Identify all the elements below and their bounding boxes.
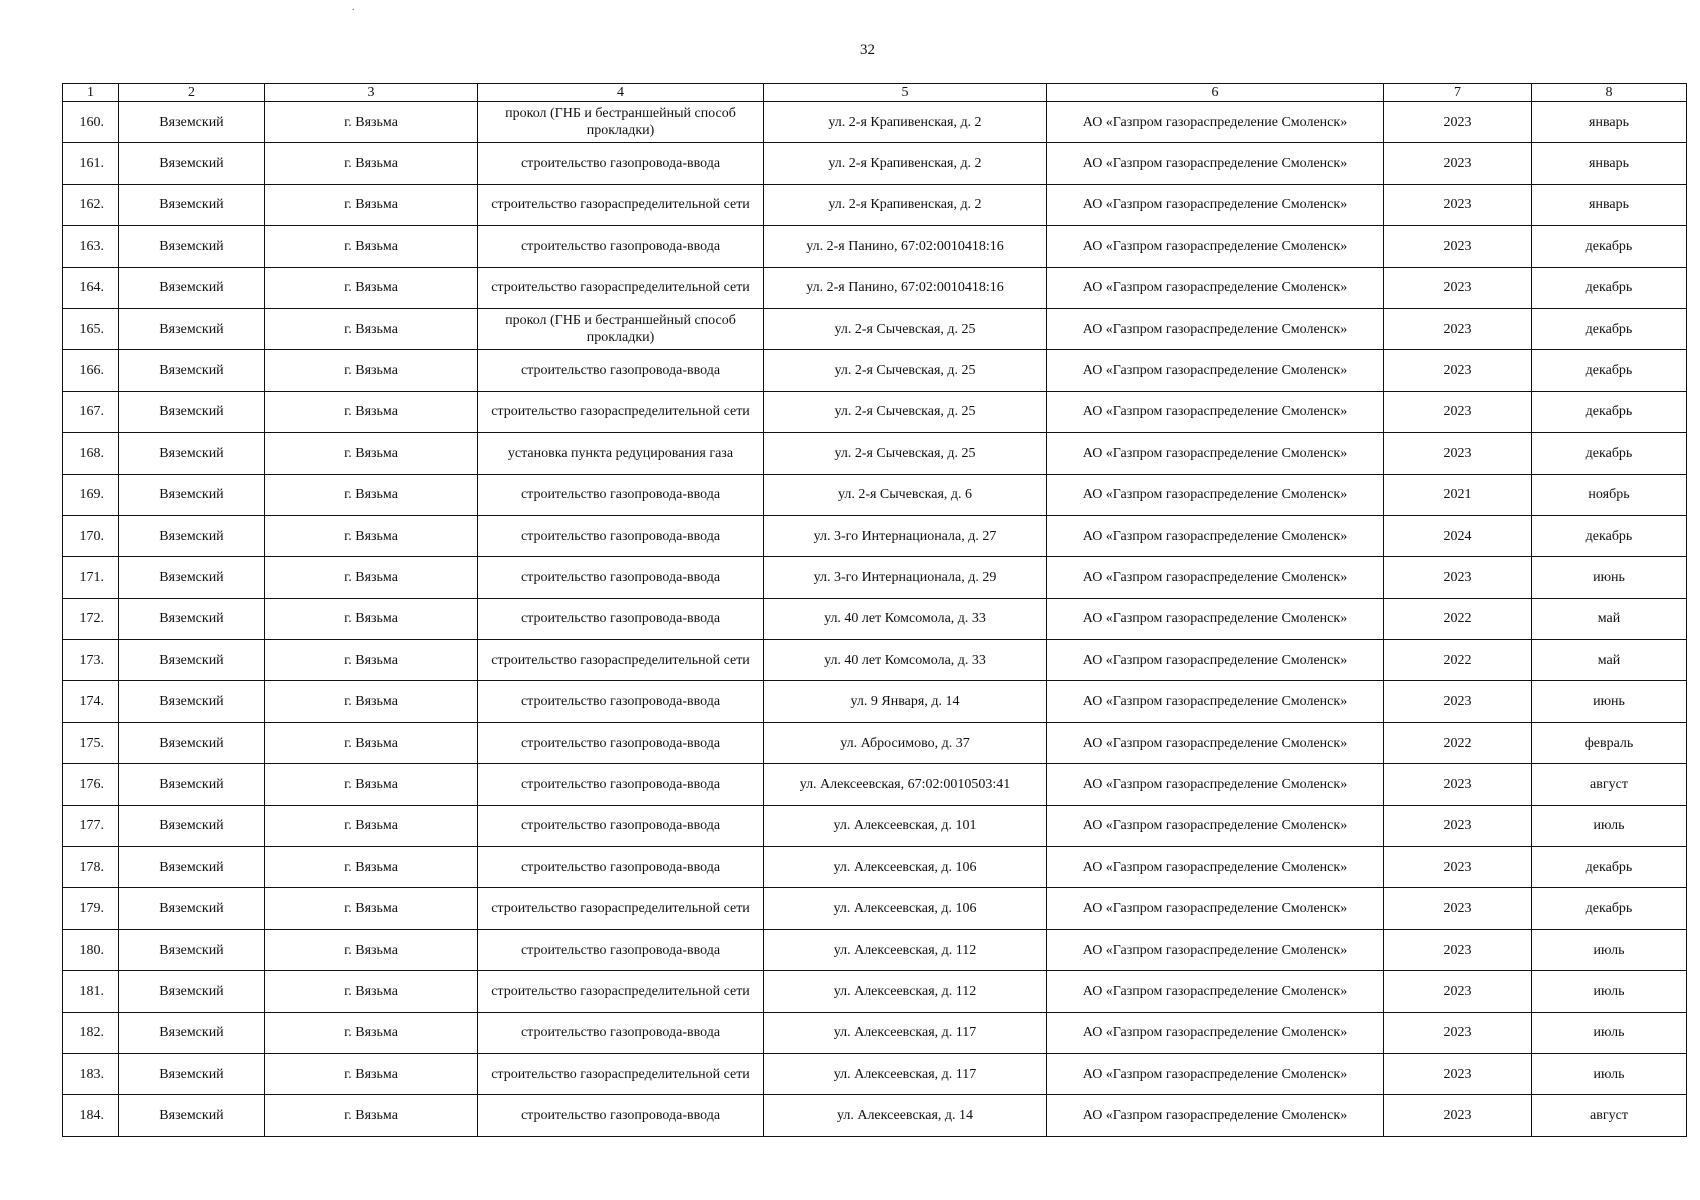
month-cell: январь [1532,102,1687,143]
row-number-cell: 184. [63,1095,119,1136]
work-type-cell: строительство газораспределительной сети [478,640,764,681]
year-cell: 2023 [1384,681,1532,722]
settlement-cell: г. Вязьма [265,557,478,598]
year-cell: 2024 [1384,515,1532,556]
work-type-cell: строительство газораспределительной сети [478,888,764,929]
organization-cell: АО «Газпром газораспределение Смоленск» [1047,433,1384,474]
district-cell: Вяземский [119,557,265,598]
row-number-cell: 181. [63,971,119,1012]
address-cell: ул. Алексеевская, д. 106 [764,888,1047,929]
district-cell: Вяземский [119,308,265,349]
district-cell: Вяземский [119,929,265,970]
organization-cell: АО «Газпром газораспределение Смоленск» [1047,929,1384,970]
organization-cell: АО «Газпром газораспределение Смоленск» [1047,1012,1384,1053]
address-cell: ул. 2-я Крапивенская, д. 2 [764,143,1047,184]
table-header-row [63,84,1687,102]
address-cell: ул. 40 лет Комсомола, д. 33 [764,640,1047,681]
work-type-cell: строительство газопровода-ввода [478,1095,764,1136]
table-row [63,1053,1687,1094]
organization-cell: АО «Газпром газораспределение Смоленск» [1047,847,1384,888]
page-number: 32 [860,42,875,58]
address-cell: ул. 2-я Крапивенская, д. 2 [764,184,1047,225]
year-cell: 2023 [1384,184,1532,225]
work-type-cell: строительство газопровода-ввода [478,929,764,970]
row-number-cell: 183. [63,1053,119,1094]
month-cell: декабрь [1532,888,1687,929]
address-cell: ул. 9 Января, д. 14 [764,681,1047,722]
row-number-cell: 172. [63,598,119,639]
district-cell: Вяземский [119,350,265,391]
settlement-cell: г. Вязьма [265,1053,478,1094]
address-cell: ул. Алексеевская, д. 112 [764,929,1047,970]
settlement-cell: г. Вязьма [265,102,478,143]
address-cell: ул. Алексеевская, д. 101 [764,805,1047,846]
district-cell: Вяземский [119,598,265,639]
settlement-cell: г. Вязьма [265,474,478,515]
work-type-cell: строительство газопровода-ввода [478,598,764,639]
settlement-cell: г. Вязьма [265,391,478,432]
settlement-cell: г. Вязьма [265,971,478,1012]
work-type-cell: строительство газораспределительной сети [478,971,764,1012]
table-row [63,474,1687,515]
year-cell: 2023 [1384,308,1532,349]
settlement-cell: г. Вязьма [265,929,478,970]
district-cell: Вяземский [119,226,265,267]
row-number-cell: 167. [63,391,119,432]
address-cell: ул. Алексеевская, д. 14 [764,1095,1047,1136]
organization-cell: АО «Газпром газораспределение Смоленск» [1047,102,1384,143]
organization-cell: АО «Газпром газораспределение Смоленск» [1047,764,1384,805]
work-type-cell: установка пункта редуцирования газа [478,433,764,474]
year-cell: 2023 [1384,391,1532,432]
row-number-cell: 169. [63,474,119,515]
district-cell: Вяземский [119,184,265,225]
work-type-cell: прокол (ГНБ и бестраншейный способ прокладки) [478,308,764,349]
district-cell: Вяземский [119,971,265,1012]
column-header: 3 [265,84,478,102]
table-row [63,102,1687,143]
address-cell: ул. 3-го Интернационала, д. 29 [764,557,1047,598]
row-number-cell: 179. [63,888,119,929]
month-cell: декабрь [1532,350,1687,391]
month-cell: июль [1532,971,1687,1012]
settlement-cell: г. Вязьма [265,598,478,639]
column-header: 5 [764,84,1047,102]
work-type-cell: строительство газораспределительной сети [478,267,764,308]
row-number-cell: 182. [63,1012,119,1053]
address-cell: ул. Абросимово, д. 37 [764,722,1047,763]
organization-cell: АО «Газпром газораспределение Смоленск» [1047,805,1384,846]
organization-cell: АО «Газпром газораспределение Смоленск» [1047,888,1384,929]
row-number-cell: 165. [63,308,119,349]
address-cell: ул. Алексеевская, д. 117 [764,1012,1047,1053]
year-cell: 2022 [1384,722,1532,763]
table-row [63,391,1687,432]
year-cell: 2023 [1384,1053,1532,1094]
row-number-cell: 177. [63,805,119,846]
month-cell: июль [1532,1053,1687,1094]
table-row [63,847,1687,888]
month-cell: декабрь [1532,433,1687,474]
row-number-cell: 175. [63,722,119,763]
table-row [63,929,1687,970]
month-cell: декабрь [1532,847,1687,888]
organization-cell: АО «Газпром газораспределение Смоленск» [1047,640,1384,681]
table-row [63,888,1687,929]
organization-cell: АО «Газпром газораспределение Смоленск» [1047,971,1384,1012]
work-type-cell: строительство газопровода-ввода [478,764,764,805]
work-type-cell: строительство газопровода-ввода [478,1012,764,1053]
work-type-cell: строительство газопровода-ввода [478,681,764,722]
settlement-cell: г. Вязьма [265,764,478,805]
district-cell: Вяземский [119,764,265,805]
organization-cell: АО «Газпром газораспределение Смоленск» [1047,681,1384,722]
row-number-cell: 166. [63,350,119,391]
address-cell: ул. 2-я Сычевская, д. 25 [764,308,1047,349]
settlement-cell: г. Вязьма [265,681,478,722]
year-cell: 2023 [1384,226,1532,267]
settlement-cell: г. Вязьма [265,847,478,888]
row-number-cell: 162. [63,184,119,225]
row-number-cell: 163. [63,226,119,267]
address-cell: ул. Алексеевская, д. 112 [764,971,1047,1012]
table-row [63,267,1687,308]
year-cell: 2023 [1384,102,1532,143]
row-number-cell: 164. [63,267,119,308]
year-cell: 2023 [1384,971,1532,1012]
table-row [63,143,1687,184]
district-cell: Вяземский [119,267,265,308]
district-cell: Вяземский [119,1012,265,1053]
table-row [63,722,1687,763]
address-cell: ул. 2-я Сычевская, д. 25 [764,433,1047,474]
address-cell: ул. Алексеевская, д. 117 [764,1053,1047,1094]
settlement-cell: г. Вязьма [265,308,478,349]
work-type-cell: строительство газопровода-ввода [478,847,764,888]
row-number-cell: 180. [63,929,119,970]
work-type-cell: строительство газопровода-ввода [478,474,764,515]
work-type-cell: строительство газопровода-ввода [478,226,764,267]
settlement-cell: г. Вязьма [265,184,478,225]
work-type-cell: строительство газораспределительной сети [478,391,764,432]
year-cell: 2023 [1384,267,1532,308]
year-cell: 2023 [1384,1012,1532,1053]
organization-cell: АО «Газпром газораспределение Смоленск» [1047,474,1384,515]
work-type-cell: строительство газопровода-ввода [478,805,764,846]
row-number-cell: 178. [63,847,119,888]
settlement-cell: г. Вязьма [265,1095,478,1136]
work-type-cell: строительство газопровода-ввода [478,143,764,184]
address-cell: ул. 2-я Панино, 67:02:0010418:16 [764,267,1047,308]
data-table [62,83,1687,1137]
table-row [63,308,1687,349]
settlement-cell: г. Вязьма [265,515,478,556]
address-cell: ул. 2-я Сычевская, д. 25 [764,391,1047,432]
month-cell: ноябрь [1532,474,1687,515]
year-cell: 2023 [1384,557,1532,598]
address-cell: ул. 2-я Сычевская, д. 25 [764,350,1047,391]
year-cell: 2023 [1384,888,1532,929]
district-cell: Вяземский [119,143,265,184]
table-body [63,102,1687,1137]
table-row [63,971,1687,1012]
row-number-cell: 161. [63,143,119,184]
month-cell: январь [1532,184,1687,225]
district-cell: Вяземский [119,681,265,722]
column-header: 7 [1384,84,1532,102]
row-number-cell: 171. [63,557,119,598]
row-number-cell: 174. [63,681,119,722]
district-cell: Вяземский [119,722,265,763]
address-cell: ул. 2-я Панино, 67:02:0010418:16 [764,226,1047,267]
work-type-cell: строительство газораспределительной сети [478,1053,764,1094]
year-cell: 2023 [1384,143,1532,184]
column-header: 4 [478,84,764,102]
year-cell: 2023 [1384,764,1532,805]
organization-cell: АО «Газпром газораспределение Смоленск» [1047,598,1384,639]
month-cell: август [1532,1095,1687,1136]
address-cell: ул. Алексеевская, д. 106 [764,847,1047,888]
month-cell: июль [1532,805,1687,846]
year-cell: 2022 [1384,640,1532,681]
month-cell: май [1532,598,1687,639]
year-cell: 2023 [1384,1095,1532,1136]
month-cell: июнь [1532,681,1687,722]
row-number-cell: 176. [63,764,119,805]
year-cell: 2023 [1384,433,1532,474]
column-header: 2 [119,84,265,102]
year-cell: 2023 [1384,929,1532,970]
table-row [63,805,1687,846]
month-cell: декабрь [1532,267,1687,308]
district-cell: Вяземский [119,1095,265,1136]
district-cell: Вяземский [119,515,265,556]
work-type-cell: строительство газопровода-ввода [478,557,764,598]
table-row [63,350,1687,391]
organization-cell: АО «Газпром газораспределение Смоленск» [1047,267,1384,308]
table-row [63,515,1687,556]
month-cell: июль [1532,929,1687,970]
address-cell: ул. 40 лет Комсомола, д. 33 [764,598,1047,639]
table-row [63,1012,1687,1053]
settlement-cell: г. Вязьма [265,722,478,763]
district-cell: Вяземский [119,102,265,143]
table-row [63,184,1687,225]
district-cell: Вяземский [119,805,265,846]
organization-cell: АО «Газпром газораспределение Смоленск» [1047,722,1384,763]
month-cell: декабрь [1532,515,1687,556]
work-type-cell: строительство газораспределительной сети [478,184,764,225]
table-row [63,764,1687,805]
settlement-cell: г. Вязьма [265,226,478,267]
year-cell: 2023 [1384,350,1532,391]
month-cell: декабрь [1532,308,1687,349]
organization-cell: АО «Газпром газораспределение Смоленск» [1047,143,1384,184]
district-cell: Вяземский [119,847,265,888]
work-type-cell: прокол (ГНБ и бестраншейный способ прокладки) [478,102,764,143]
organization-cell: АО «Газпром газораспределение Смоленск» [1047,1095,1384,1136]
organization-cell: АО «Газпром газораспределение Смоленск» [1047,1053,1384,1094]
year-cell: 2023 [1384,847,1532,888]
table-row [63,1095,1687,1136]
settlement-cell: г. Вязьма [265,350,478,391]
year-cell: 2023 [1384,805,1532,846]
column-header: 1 [63,84,119,102]
organization-cell: АО «Газпром газораспределение Смоленск» [1047,515,1384,556]
work-type-cell: строительство газопровода-ввода [478,722,764,763]
organization-cell: АО «Газпром газораспределение Смоленск» [1047,557,1384,598]
settlement-cell: г. Вязьма [265,1012,478,1053]
column-header: 8 [1532,84,1687,102]
settlement-cell: г. Вязьма [265,267,478,308]
month-cell: июнь [1532,557,1687,598]
table-row [63,433,1687,474]
district-cell: Вяземский [119,640,265,681]
address-cell: ул. 3-го Интернационала, д. 27 [764,515,1047,556]
row-number-cell: 173. [63,640,119,681]
month-cell: январь [1532,143,1687,184]
district-cell: Вяземский [119,888,265,929]
table-row [63,640,1687,681]
table-row [63,681,1687,722]
column-header: 6 [1047,84,1384,102]
organization-cell: АО «Газпром газораспределение Смоленск» [1047,350,1384,391]
organization-cell: АО «Газпром газораспределение Смоленск» [1047,391,1384,432]
table-row [63,557,1687,598]
row-number-cell: 168. [63,433,119,474]
row-number-cell: 160. [63,102,119,143]
work-type-cell: строительство газопровода-ввода [478,515,764,556]
organization-cell: АО «Газпром газораспределение Смоленск» [1047,184,1384,225]
organization-cell: АО «Газпром газораспределение Смоленск» [1047,226,1384,267]
settlement-cell: г. Вязьма [265,433,478,474]
organization-cell: АО «Газпром газораспределение Смоленск» [1047,308,1384,349]
address-cell: ул. 2-я Крапивенская, д. 2 [764,102,1047,143]
month-cell: июль [1532,1012,1687,1053]
district-cell: Вяземский [119,1053,265,1094]
year-cell: 2021 [1384,474,1532,515]
work-type-cell: строительство газопровода-ввода [478,350,764,391]
row-number-cell: 170. [63,515,119,556]
settlement-cell: г. Вязьма [265,640,478,681]
month-cell: май [1532,640,1687,681]
scan-mark: . [352,2,355,13]
month-cell: август [1532,764,1687,805]
address-cell: ул. 2-я Сычевская, д. 6 [764,474,1047,515]
month-cell: февраль [1532,722,1687,763]
table-row [63,226,1687,267]
settlement-cell: г. Вязьма [265,805,478,846]
district-cell: Вяземский [119,391,265,432]
settlement-cell: г. Вязьма [265,143,478,184]
address-cell: ул. Алексеевская, 67:02:0010503:41 [764,764,1047,805]
table-row [63,598,1687,639]
district-cell: Вяземский [119,474,265,515]
month-cell: декабрь [1532,226,1687,267]
district-cell: Вяземский [119,433,265,474]
month-cell: декабрь [1532,391,1687,432]
year-cell: 2022 [1384,598,1532,639]
settlement-cell: г. Вязьма [265,888,478,929]
